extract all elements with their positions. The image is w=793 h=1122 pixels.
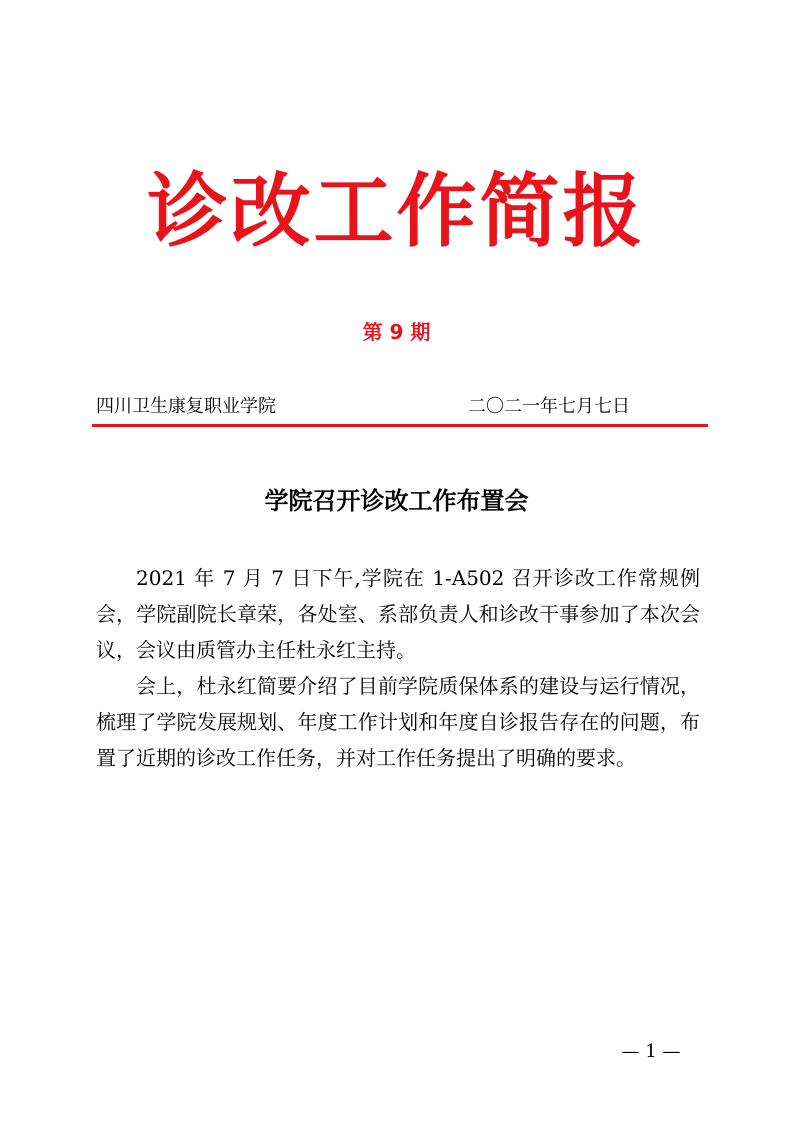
organization-name: 四川卫生康复职业学院 [96,396,276,417]
bulletin-title: 诊改工作简报 [147,165,646,258]
paragraph: 2021 年 7 月 7 日下午,学院在 1-A502 召开诊改工作常规例会，学院副院长章荣，各处室、系部负责人和诊改干事参加了本次会议，会议由质管办主任杜永红主持。 [96,566,700,662]
red-divider-line [92,424,708,427]
article-title: 学院召开诊改工作布置会 [264,486,529,515]
paragraph: 会上，杜永红简要介绍了目前学院质保体系的建设与运行情况，梳理了学院发展规划、年度工作计划和年度自诊报告存在的问题，布置了近期的诊改工作任务，并对工作任务提出了明确的要求。 [96,674,700,770]
issue-number: 第 9 期 [362,320,431,344]
publish-date: 二〇二一年七月七日 [468,396,630,417]
article-body [96,560,700,776]
publisher-row [96,394,700,420]
page-number: — 1 — [621,1041,681,1062]
